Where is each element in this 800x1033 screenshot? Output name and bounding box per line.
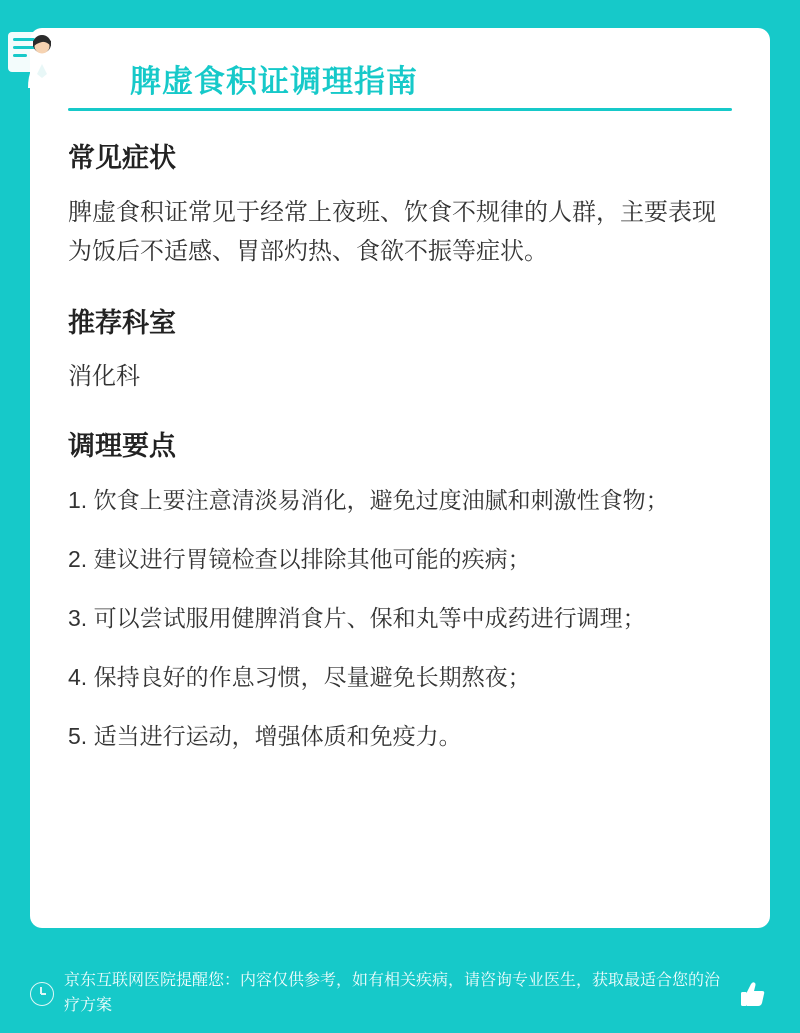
section-text-symptoms: 脾虚食积证常见于经常上夜班、饮食不规律的人群，主要表现为饭后不适感、胃部灼热、食欲不振等症状。 xyxy=(68,199,716,266)
thumbs-up-icon[interactable] xyxy=(736,977,770,1011)
info-icon xyxy=(30,982,54,1006)
advice-list xyxy=(68,482,732,754)
document-person-icon xyxy=(6,28,66,92)
list-item: 1. 饮食上要注意清淡易消化，避免过度油腻和刺激性食物； xyxy=(68,487,669,514)
list-item: 2. 建议进行胃镜检查以排除其他可能的疾病； xyxy=(68,546,531,573)
list-item: 3. 可以尝试服用健脾消食片、保和丸等中成药进行调理； xyxy=(68,604,646,631)
section-heading-advice: 调理要点 xyxy=(68,431,176,462)
page-title: 脾虚食积证调理指南 xyxy=(130,64,418,99)
footer xyxy=(30,969,770,1019)
section-text-department: 消化科 xyxy=(68,363,140,391)
footer-disclaimer: 京东互联网医院提醒您：内容仅供参考，如有相关疾病，请咨询专业医生，获取最适合您的治疗方案 xyxy=(64,972,721,1015)
list-item: 4. 保持良好的作息习惯，尽量避免长期熬夜； xyxy=(68,663,531,690)
section-heading-symptoms: 常见症状 xyxy=(68,143,176,174)
title-divider xyxy=(68,108,732,111)
list-item: 5. 适当进行运动，增强体质和免疫力。 xyxy=(68,722,462,749)
section-heading-department: 推荐科室 xyxy=(68,308,176,339)
content-card xyxy=(30,28,770,928)
